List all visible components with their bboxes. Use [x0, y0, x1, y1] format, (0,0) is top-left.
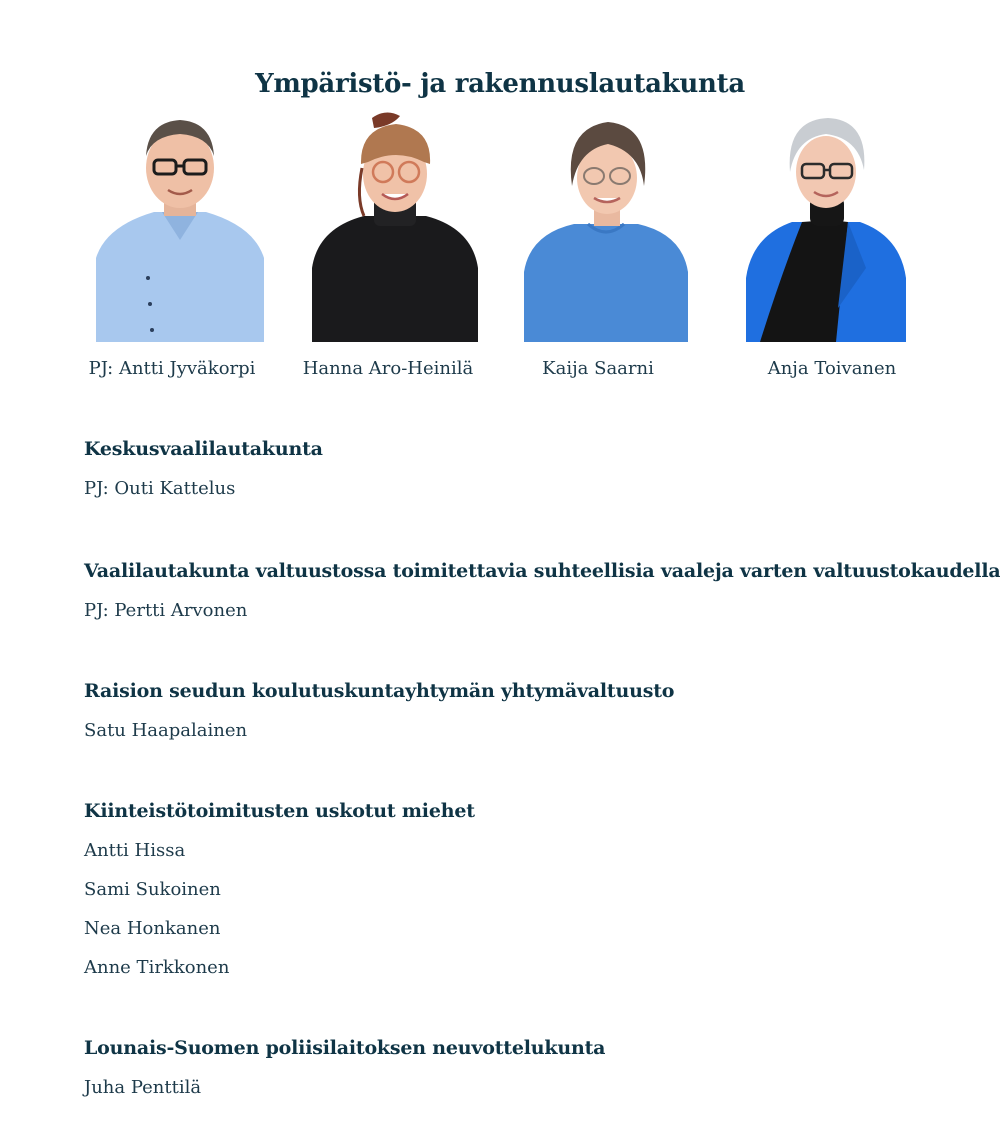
member-photo	[312, 108, 478, 342]
section-vaalilautakunta	[84, 559, 1000, 623]
section-uskotut-miehet	[84, 799, 944, 980]
section-person: Anne Tirkkonen	[84, 957, 230, 978]
section-koulutuskuntayhtyma	[84, 679, 944, 743]
section-person: PJ: Pertti Arvonen	[84, 600, 248, 621]
member-photo	[524, 108, 688, 342]
member-grid	[0, 108, 1000, 398]
section-person: Juha Penttilä	[84, 1077, 202, 1098]
section-poliisilaitos	[84, 1036, 944, 1100]
portrait-image	[524, 108, 688, 342]
section-person: Sami Sukoinen	[84, 879, 221, 900]
portrait-image	[746, 108, 906, 342]
member-name: Anja Toivanen	[767, 358, 897, 379]
member-photo	[96, 108, 264, 342]
member-name: PJ: Antti Jyväkorpi	[88, 358, 256, 379]
shirt-shape	[524, 224, 688, 342]
section-person: PJ: Outi Kattelus	[84, 478, 236, 499]
section-title: Keskusvaalilautakunta	[84, 438, 323, 460]
section-title: Vaalilautakunta valtuustossa toimitettavia suhteellisia vaaleja varten valtuustokaudella	[84, 560, 1000, 582]
member-photo	[746, 108, 906, 342]
section-title: Raision seudun koulutuskuntayhtymän yhtymävaltuusto	[84, 680, 675, 702]
section-keskusvaalilautakunta	[84, 437, 944, 501]
section-person: Nea Honkanen	[84, 918, 221, 939]
shirt-shape	[312, 216, 478, 342]
section-person: Satu Haapalainen	[84, 720, 248, 741]
member-name: Hanna Aro-Heinilä	[302, 358, 474, 379]
section-title: Kiinteistötoimitusten uskotut miehet	[84, 800, 475, 822]
portrait-image	[96, 108, 264, 342]
portrait-image	[312, 108, 478, 342]
section-person: Antti Hissa	[84, 840, 186, 861]
member-name: Kaija Saarni	[542, 358, 654, 379]
section-title: Lounais-Suomen poliisilaitoksen neuvottelukunta	[84, 1037, 606, 1059]
page-title: Ympäristö- ja rakennuslautakunta	[255, 69, 745, 100]
